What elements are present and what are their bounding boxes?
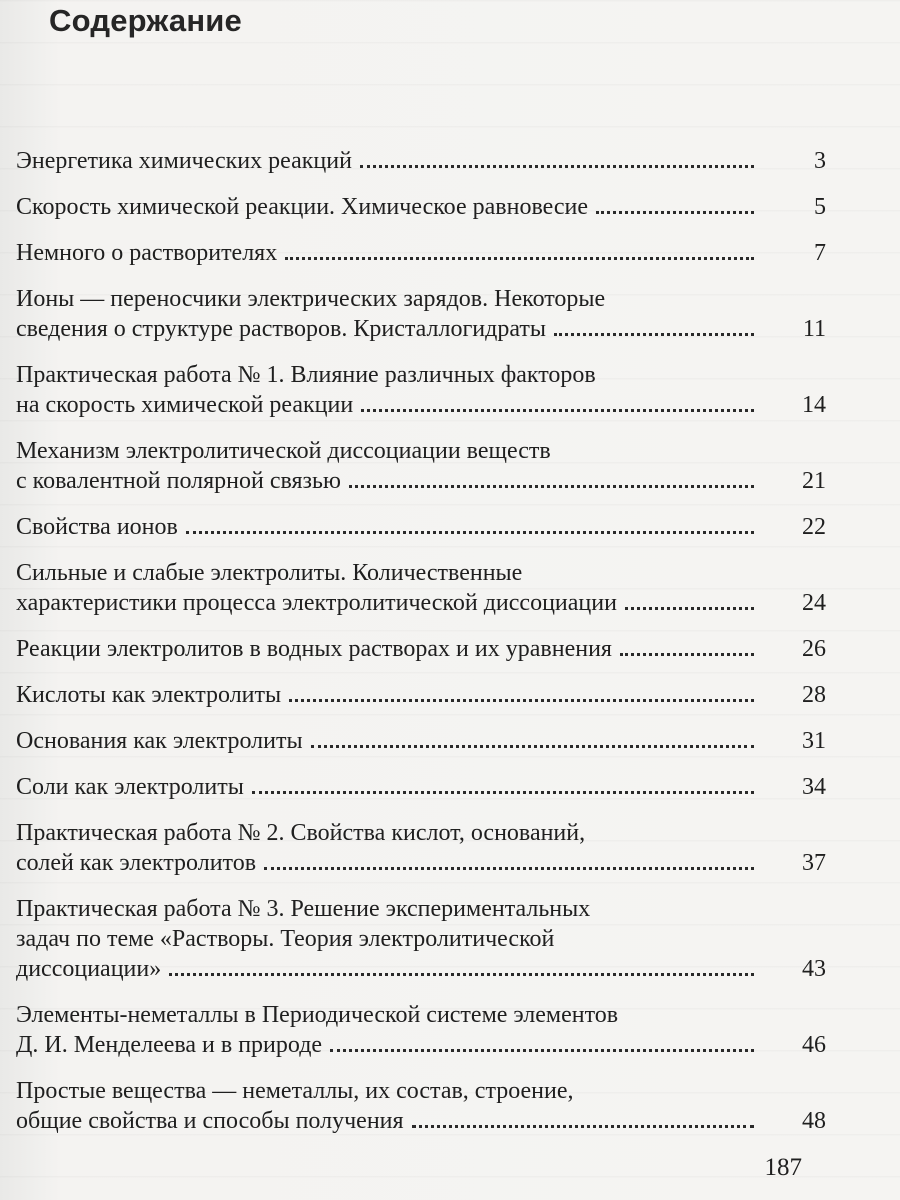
toc-entry	[16, 192, 826, 222]
toc-entry	[16, 680, 826, 710]
toc-entry-line	[16, 284, 756, 314]
toc-entry-page: 14	[802, 392, 826, 418]
toc-entry	[16, 894, 826, 984]
toc-entry-page: 31	[802, 728, 826, 754]
toc-entry-title	[16, 634, 826, 664]
toc-entry-line	[16, 512, 756, 542]
toc-entry-line	[16, 436, 756, 466]
toc-entry-line	[16, 1106, 756, 1136]
toc-entry-page: 28	[802, 682, 826, 708]
toc-entry-line-text: Ионы — переносчики электрических зарядов. Некоторые	[16, 286, 606, 312]
toc-entry-page: 46	[802, 1032, 826, 1058]
toc-entry	[16, 1000, 826, 1060]
toc-entry-line-text: Энергетика химических реакций	[16, 148, 352, 174]
toc-entry-line	[16, 634, 756, 664]
toc-entry-line-text: Немного о растворителях	[16, 240, 278, 266]
toc-entry-line	[16, 1000, 756, 1030]
toc-entry-line-text: Сильные и слабые электролиты. Количественные	[16, 560, 523, 586]
toc-entry-line-text: Практическая работа № 2. Свойства кислот, оснований,	[16, 820, 586, 846]
toc-entry-page: 21	[802, 468, 826, 494]
toc-entry-page: 26	[802, 636, 826, 662]
toc-entry-line-text: Механизм электролитической диссоциации веществ	[16, 438, 551, 464]
dot-leader	[252, 791, 754, 794]
dot-leader	[620, 653, 754, 656]
toc-entry-line	[16, 726, 756, 756]
toc-entry	[16, 360, 826, 420]
toc-entry-line	[16, 680, 756, 710]
toc-entry-line	[16, 848, 756, 878]
toc-entry-page: 48	[802, 1108, 826, 1134]
toc-entry-line	[16, 146, 756, 176]
toc-entry	[16, 146, 826, 176]
toc-entry	[16, 1076, 826, 1136]
toc-entry-line-text: Элементы-неметаллы в Периодической системе элементов	[16, 1002, 619, 1028]
dot-leader	[412, 1125, 754, 1128]
toc-entry-line-text: Д. И. Менделеева и в природе	[16, 1032, 323, 1058]
toc-entry-line-text: Свойства ионов	[16, 514, 178, 540]
toc-entry-page: 22	[802, 514, 826, 540]
toc-entry-title	[16, 436, 826, 496]
toc-entry-page: 7	[814, 240, 826, 266]
toc-entry-page: 34	[802, 774, 826, 800]
toc-entry-page: 24	[802, 590, 826, 616]
toc-entry-line	[16, 360, 756, 390]
dot-leader	[311, 745, 754, 748]
toc-entry-line-text: Основания как электролиты	[16, 728, 303, 754]
toc-entry	[16, 634, 826, 664]
toc-entry-title	[16, 146, 826, 176]
toc-entry-title	[16, 1076, 826, 1136]
toc-entry-title	[16, 680, 826, 710]
dot-leader	[264, 867, 754, 870]
toc-entry-line	[16, 466, 756, 496]
toc-entry	[16, 238, 826, 268]
toc-entry-page: 3	[814, 148, 826, 174]
toc-entry-line	[16, 772, 756, 802]
toc-entry-line-text: Простые вещества — неметаллы, их состав, строение,	[16, 1078, 574, 1104]
toc-entry-title	[16, 238, 826, 268]
toc-entry-line-text: с ковалентной полярной связью	[16, 468, 341, 494]
toc-entry-page: 43	[802, 956, 826, 982]
page-title: Содержание	[49, 3, 242, 38]
toc-entry-line	[16, 1076, 756, 1106]
dot-leader	[169, 973, 754, 976]
toc-entry	[16, 558, 826, 618]
toc-entry-line-text: Реакции электролитов в водных растворах и их уравнения	[16, 636, 612, 662]
toc-entry-line	[16, 1030, 756, 1060]
toc-entry-line-text: характеристики процесса электролитической диссоциации	[16, 590, 617, 616]
toc-entry-title	[16, 894, 826, 984]
dot-leader	[625, 607, 754, 610]
toc-entry-line	[16, 954, 756, 984]
toc-entry-line-text: задач по теме «Растворы. Теория электролитической	[16, 926, 555, 952]
toc-entry-title	[16, 192, 826, 222]
toc-entry	[16, 818, 826, 878]
toc-entry	[16, 436, 826, 496]
toc-entry-title	[16, 558, 826, 618]
toc-entry-title	[16, 360, 826, 420]
dot-leader	[285, 257, 754, 260]
toc-entry-title	[16, 284, 826, 344]
toc-entry-line	[16, 192, 756, 222]
toc-entry-title	[16, 1000, 826, 1060]
toc-entry-line	[16, 238, 756, 268]
toc-entry-line	[16, 314, 756, 344]
toc-entry-page: 37	[802, 850, 826, 876]
toc-entry-line-text: общие свойства и способы получения	[16, 1108, 404, 1134]
toc-entry-title	[16, 772, 826, 802]
toc-entry-line	[16, 924, 756, 954]
toc-entry-line	[16, 588, 756, 618]
page-number: 187	[764, 1154, 802, 1181]
toc-entry	[16, 284, 826, 344]
toc-entry-line-text: на скорость химической реакции	[16, 392, 354, 418]
toc-entry	[16, 726, 826, 756]
toc-entry-line-text: Соли как электролиты	[16, 774, 244, 800]
toc-entry	[16, 512, 826, 542]
toc-entry-title	[16, 818, 826, 878]
toc-entry-line-text: сведения о структуре растворов. Кристаллогидраты	[16, 316, 546, 342]
toc-entry-page: 11	[802, 316, 826, 342]
toc-entry-line-text: диссоциации»	[16, 956, 162, 982]
dot-leader	[330, 1049, 754, 1052]
toc-entry-line	[16, 558, 756, 588]
dot-leader	[289, 699, 754, 702]
dot-leader	[349, 485, 754, 488]
toc-entry-line-text: Скорость химической реакции. Химическое равновесие	[16, 194, 589, 220]
toc-entry-title	[16, 512, 826, 542]
toc-entry-line	[16, 390, 756, 420]
dot-leader	[596, 211, 754, 214]
toc-entry-line-text: Кислоты как электролиты	[16, 682, 282, 708]
dot-leader	[360, 165, 754, 168]
toc-entry-line	[16, 818, 756, 848]
dot-leader	[554, 333, 754, 336]
toc-entry-line	[16, 894, 756, 924]
toc-entry-page: 5	[814, 194, 826, 220]
toc-entry-line-text: Практическая работа № 1. Влияние различных факторов	[16, 362, 596, 388]
toc-entry-line-text: Практическая работа № 3. Решение экспериментальных	[16, 896, 591, 922]
toc-entry-line-text: солей как электролитов	[16, 850, 257, 876]
dot-leader	[361, 409, 754, 412]
dot-leader	[186, 531, 754, 534]
toc-entry	[16, 772, 826, 802]
toc-entry-title	[16, 726, 826, 756]
